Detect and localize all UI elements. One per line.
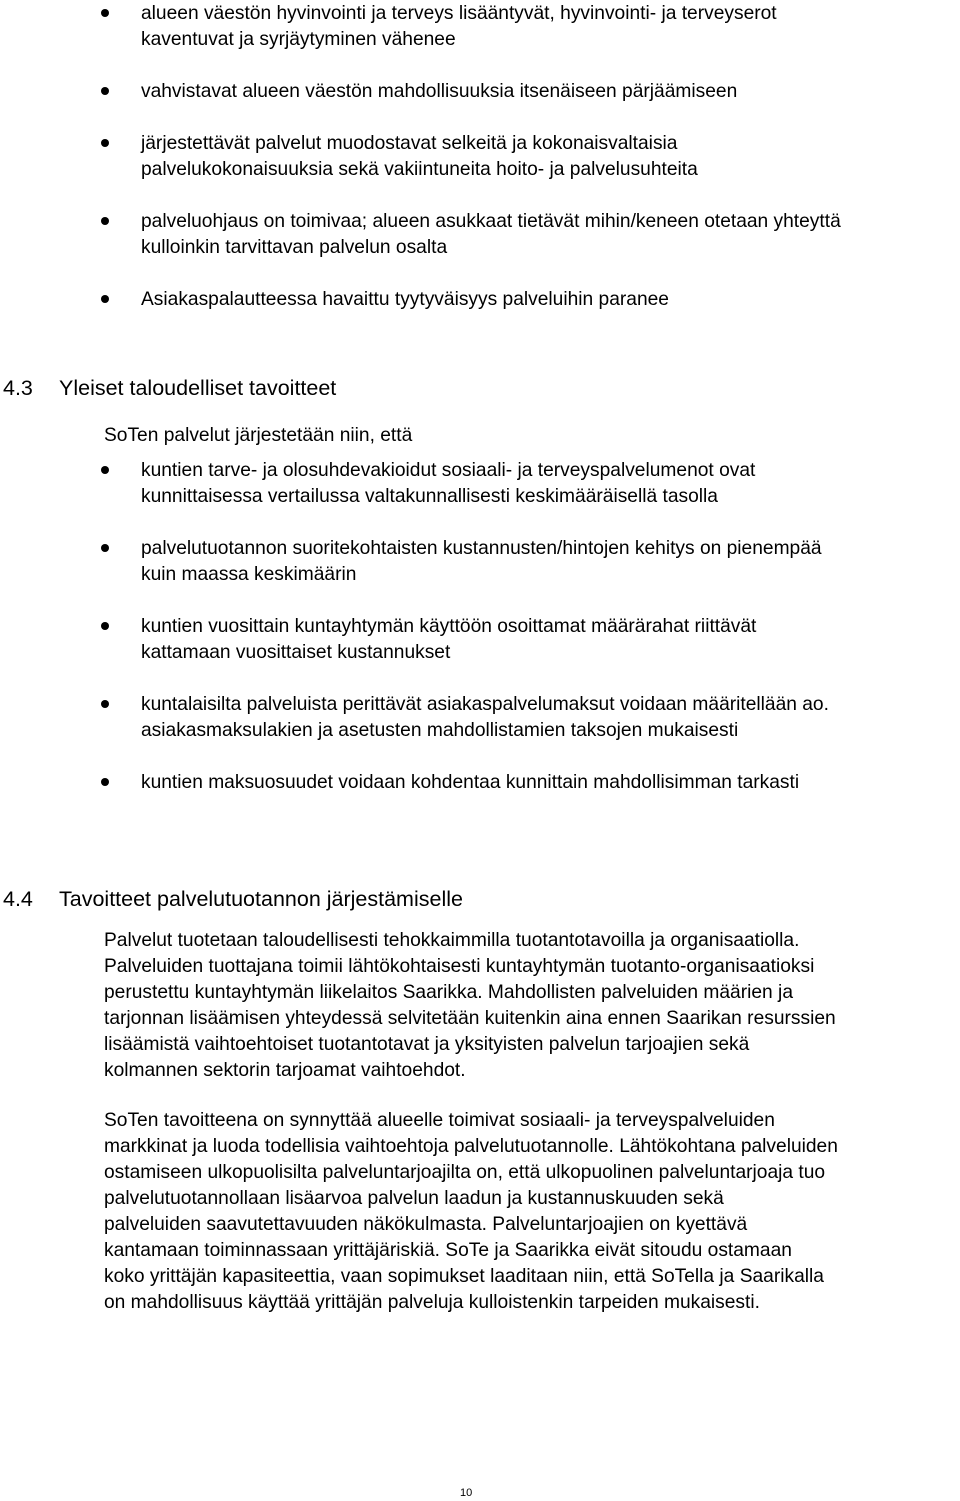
section-heading-4-3	[3, 375, 336, 401]
list-item	[0, 79, 960, 105]
list-item-text: palvelutuotannon suoritekohtaisten kustannusten/hintojen kehitys on pienempää	[141, 538, 822, 559]
bullet-icon	[101, 622, 109, 630]
list-item-text: kunnittaisessa vertailussa valtakunnallisesti keskimääräisellä tasolla	[141, 486, 718, 507]
list-item-text: järjestettävät palvelut muodostavat selkeitä ja kokonaisvaltaisia	[141, 133, 678, 154]
bullet-icon	[101, 778, 109, 786]
list-item-text: kattamaan vuosittaiset kustannukset	[141, 642, 451, 663]
paragraph-line: koko yrittäjän kapasiteettia, vaan sopimukset laaditaan niin, että SoTella ja Saarikalla	[104, 1266, 824, 1287]
list-item	[0, 692, 960, 744]
paragraph-line: Palvelut tuotetaan taloudellisesti tehokkaimmilla tuotantotavoilla ja organisaatiolla.	[104, 930, 800, 951]
paragraph-line: on mahdollisuus käyttää yrittäjän palveluja kulloistenkin tarpeiden mukaisesti.	[104, 1292, 760, 1313]
bullet-icon	[101, 295, 109, 303]
section-heading-4-4	[3, 886, 463, 912]
paragraph-line: lisäämistä vaihtoehtoiset tuotantotavat ja yksityisten palvelun tarjoajien sekä	[104, 1034, 750, 1055]
list-item	[0, 770, 960, 796]
bullet-icon	[101, 9, 109, 17]
list-item-text: palvelukokonaisuuksia sekä vakiintuneita hoito- ja palvelusuhteita	[141, 159, 698, 180]
list-item-text: kuntien vuosittain kuntayhtymän käyttöön osoittamat määrärahat riittävät	[141, 616, 757, 637]
list-item	[0, 209, 960, 261]
paragraph-line: ostamiseen ulkopuolisilta palveluntarjoajilta on, että ulkopuolinen palveluntarjoaja tuo	[104, 1162, 826, 1183]
bullet-icon	[101, 217, 109, 225]
list-item-text: kulloinkin tarvittavan palvelun osalta	[141, 237, 448, 258]
list-item	[0, 614, 960, 666]
list-item	[0, 1, 960, 53]
list-item-text: palveluohjaus on toimivaa; alueen asukkaat tietävät mihin/keneen otetaan yhteyttä	[141, 211, 841, 232]
paragraph-line: perustettu kuntayhtymän liikelaitos Saarikka. Mahdollisten palveluiden määrien ja	[104, 982, 793, 1003]
section-title: Yleiset taloudelliset tavoitteet	[59, 376, 337, 400]
paragraph-line: Palveluiden tuottajana toimii lähtökohtaisesti kuntayhtymän tuotanto-organisaatioksi	[104, 956, 815, 977]
bullet-icon	[101, 139, 109, 147]
economic-goals-bullet-list	[0, 458, 960, 796]
list-item	[0, 287, 960, 313]
list-item	[0, 536, 960, 588]
list-item-text: kuntalaisilta palveluista perittävät asiakaspalvelumaksut voidaan määritellään ao.	[141, 694, 829, 715]
paragraph-line: tarjonnan lisäämisen yhteydessä selvitetään kuitenkin aina ennen Saarikan resurssien	[104, 1008, 836, 1029]
paragraph-line: markkinat ja luoda todellisia vaihtoehtoja palvelutuotannolle. Lähtökohtana palveluiden	[104, 1136, 838, 1157]
paragraph-line: kolmannen sektorin tarjoamat vaihtoehdot.	[104, 1060, 466, 1081]
bullet-icon	[101, 466, 109, 474]
list-item-text: alueen väestön hyvinvointi ja terveys lisääntyvät, hyvinvointi- ja terveyserot	[141, 3, 777, 24]
paragraph-line: palveluiden saavutettavuuden näkökulmasta. Palveluntarjoajien on kyettävä	[104, 1214, 748, 1235]
section-number: 4.3	[3, 376, 33, 400]
list-item-text: kuntien maksuosuudet voidaan kohdentaa kunnittain mahdollisimman tarkasti	[141, 772, 800, 793]
section-title: Tavoitteet palvelutuotannon järjestämiselle	[59, 887, 463, 911]
bullet-icon	[101, 700, 109, 708]
list-item-text: kuntien tarve- ja olosuhdevakioidut sosiaali- ja terveyspalvelumenot ovat	[141, 460, 756, 481]
bullet-icon	[101, 544, 109, 552]
goals-bullet-list	[0, 1, 960, 313]
list-item-text: asiakasmaksulakien ja asetusten mahdollistamien taksojen mukaisesti	[141, 720, 739, 741]
list-item-text: kuin maassa keskimäärin	[141, 564, 357, 585]
paragraph-production	[104, 928, 960, 1084]
paragraph-line: SoTen tavoitteena on synnyttää alueelle toimivat sosiaali- ja terveyspalveluiden	[104, 1110, 775, 1131]
paragraph-markets	[104, 1108, 960, 1316]
list-item-text: vahvistavat alueen väestön mahdollisuuksia itsenäiseen pärjäämiseen	[141, 81, 738, 102]
paragraph-line: kantamaan toiminnassaan yrittäjäriskiä. SoTe ja Saarikka eivät sitoudu ostamaan	[104, 1240, 792, 1261]
section-intro: SoTen palvelut järjestetään niin, että	[104, 425, 413, 446]
paragraph-line: palvelutuotannollaan lisäarvoa palvelun laadun ja kustannuskuuden sekä	[104, 1188, 724, 1209]
bullet-icon	[101, 87, 109, 95]
section-number: 4.4	[3, 887, 33, 911]
list-item-text: Asiakaspalautteessa havaittu tyytyväisyys palveluihin paranee	[141, 289, 669, 310]
list-item	[0, 458, 960, 510]
list-item	[0, 131, 960, 183]
page-number: 10	[460, 1487, 473, 1499]
list-item-text: kaventuvat ja syrjäytyminen vähenee	[141, 29, 456, 50]
